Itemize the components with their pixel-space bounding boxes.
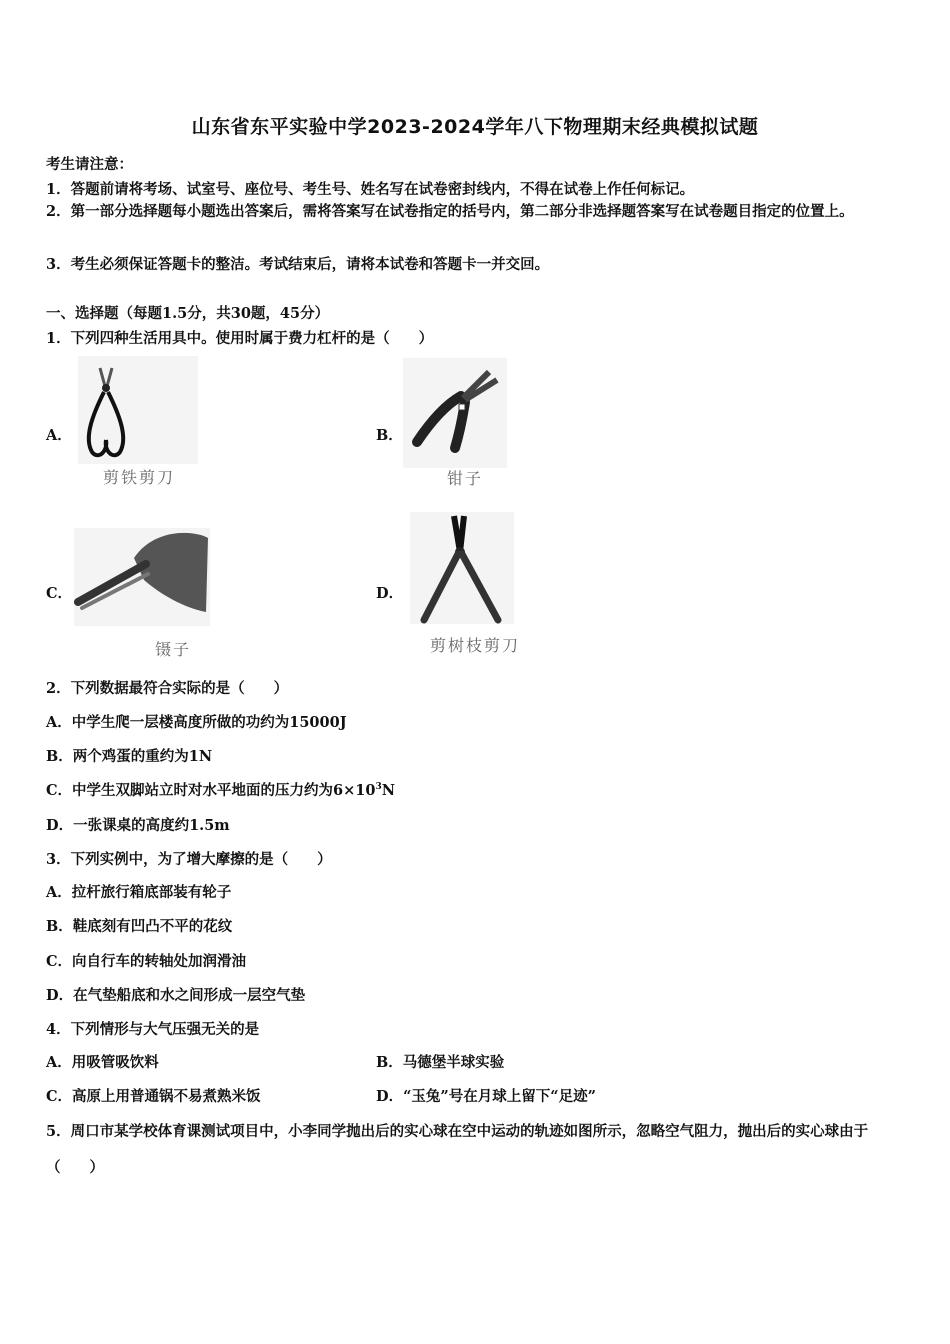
q1-option-c-label: C． [46,585,73,602]
q1-option-d-caption: 剪树枝剪刀 [430,636,521,655]
iron-shears-icon [78,356,198,464]
q1-option-a-caption: 剪铁剪刀 [103,468,176,487]
q2-option-c-exponent: 3 [375,782,382,793]
q4-option-a: A．用吸管吸饮料 [46,1054,159,1071]
notice-heading: 考生请注意： [46,156,133,173]
q5-stem: 5．周口市某学校体育课测试项目中，小李同学抛出后的实心球在空中运动的轨迹如图所示，忽略空气阻力，抛出后的实心球由于（ ） [46,1123,869,1176]
q2-option-c [46,779,395,800]
q2-option-c-text: C．中学生双脚站立时对水平地面的压力约为6×10 [46,782,376,799]
q3-option-b: B．鞋底刻有凹凸不平的花纹 [46,918,233,935]
q2-option-b: B．两个鸡蛋的重约为1N [46,748,213,765]
q1-option-b-caption: 钳子 [447,469,484,488]
q3-option-a: A．拉杆旅行箱底部装有轮子 [46,884,232,901]
notice-item-3: 3．考生必须保证答题卡的整洁。考试结束后，请将本试卷和答题卡一并交回。 [46,256,550,273]
q1-option-b-label: B． [376,427,403,444]
q2-stem: 2．下列数据最符合实际的是（ ） [46,680,289,697]
q4-stem: 4．下列情形与大气压强无关的是 [46,1021,260,1038]
notice-item-2: 2．第一部分选择题每小题选出答案后，需将答案写在试卷指定的括号内，第二部分非选择题答案写在试卷题目指定的位置上。 [46,203,854,220]
q3-stem: 3．下列实例中，为了增大摩擦的是（ ） [46,851,332,868]
q1-option-a-label: A． [46,427,72,444]
q4-option-d: D．“玉兔”号在月球上留下“足迹” [376,1088,596,1105]
q1-option-c-caption: 镊子 [155,640,192,659]
pliers-icon [403,358,507,468]
tweezers-icon [74,528,210,626]
q1-stem: 1．下列四种生活用具中。使用时属于费力杠杆的是（ ） [46,330,434,347]
branch-shears-icon [410,512,514,624]
q2-option-d: D．一张课桌的高度约1.5m [46,817,230,834]
q4-option-c: C．高原上用普通锅不易煮熟米饭 [46,1088,261,1105]
q4-option-b: B．马德堡半球实验 [376,1054,505,1071]
q3-option-c: C．向自行车的转轴处加润滑油 [46,953,247,970]
page-title: 山东省东平实验中学2023-2024学年八下物理期末经典模拟试题 [191,116,759,138]
q3-option-d: D．在气垫船底和水之间形成一层空气垫 [46,987,306,1004]
section-heading: 一、选择题（每题1.5分，共30题，45分） [46,305,330,322]
notice-item-1: 1．答题前请将考场、试室号、座位号、考生号、姓名写在试卷密封线内，不得在试卷上作任何标记。 [46,181,695,198]
q2-option-c-unit: N [381,782,395,799]
q1-option-d-label: D． [376,585,404,602]
q2-option-a: A．中学生爬一层楼高度所做的功约为15000J [46,714,347,731]
